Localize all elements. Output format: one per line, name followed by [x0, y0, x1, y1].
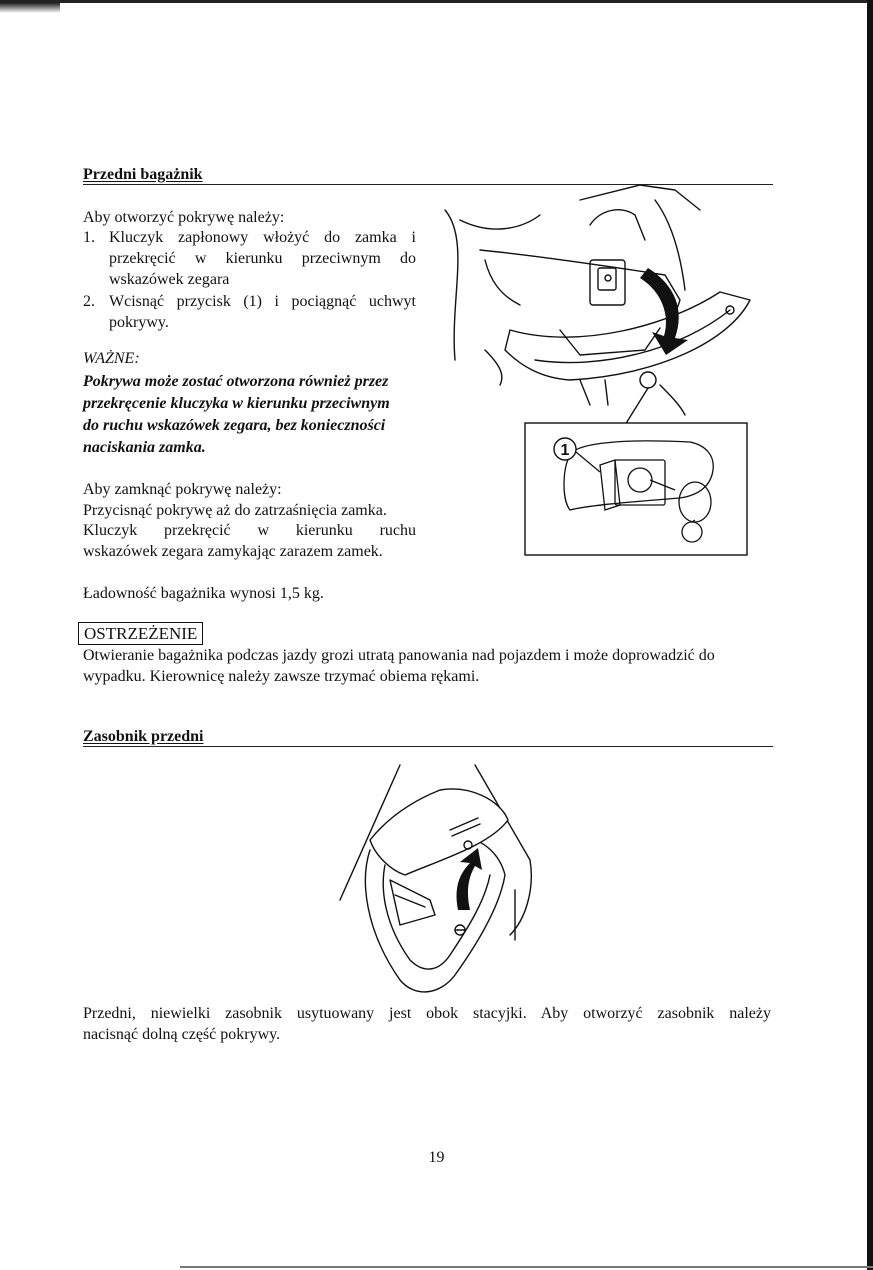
- step-line: pokrywy.: [109, 314, 169, 331]
- close-line: wskazówek zegara zamykając zarazem zamek.: [83, 543, 383, 560]
- important-line: naciskania zamka.: [83, 439, 206, 456]
- warning-line: wypadku. Kierownicę należy zawsze trzymać obiema rękami.: [83, 668, 480, 685]
- step-number: 2.: [83, 293, 95, 310]
- compartment-line: nacisnąć dolną część pokrywy.: [83, 1026, 281, 1043]
- section-heading-front-trunk: Przedni bagażnik: [83, 166, 773, 185]
- close-line: Przycisnąć pokrywę aż do zatrzaśnięcia zamka.: [83, 502, 387, 519]
- scan-edge-top: [0, 0, 873, 3]
- warning-label: OSTRZEŻENIE: [78, 622, 203, 645]
- capacity-note: Ładowność bagażnika wynosi 1,5 kg.: [83, 585, 324, 602]
- front-compartment-illustration: [330, 760, 540, 1005]
- compartment-line: Przedni, niewielki zasobnik usytuowany jest obok stacyjki. Aby otworzyć zasobnik należy: [83, 1005, 771, 1022]
- step-line: wskazówek zegara: [109, 271, 230, 288]
- step-line: Wcisnąć przycisk (1) i pociągnąć uchwyt: [109, 293, 416, 310]
- step-number: 1.: [83, 229, 95, 246]
- callout-number: 1: [560, 442, 570, 459]
- close-intro: Aby zamknąć pokrywę należy:: [83, 481, 282, 498]
- important-line: Pokrywa może zostać otworzona również przez: [83, 373, 389, 390]
- body-outline: [445, 210, 458, 360]
- important-line: do ruchu wskazówek zegara, bez konieczności: [83, 417, 386, 434]
- open-intro: Aby otworzyć pokrywę należy:: [83, 209, 285, 226]
- important-line: przekręcenie kluczyka w kierunku przeciwnym: [83, 395, 390, 412]
- front-trunk-illustration: [430, 180, 760, 560]
- open-direction-arrow: [640, 268, 688, 355]
- page-number: 19: [428, 1149, 445, 1166]
- close-line: Kluczyk przekręcić w kierunku ruchu: [83, 522, 416, 539]
- section-heading-front-compartment: Zasobnik przedni: [83, 728, 773, 747]
- important-label: WAŻNE:: [83, 350, 140, 367]
- step-line: Kluczyk zapłonowy włożyć do zamka i: [109, 229, 416, 246]
- scan-edge-bottom: [180, 1266, 873, 1268]
- warning-line: Otwieranie bagażnika podczas jazdy grozi utratą panowania nad pojazdem i może doprowadzić do: [83, 647, 715, 664]
- push-direction-arrow: [457, 848, 483, 910]
- step-line: przekręcić w kierunku przeciwnym do: [109, 250, 416, 267]
- scan-edge-shadow: [0, 3, 60, 13]
- scan-edge-right: [867, 0, 873, 1270]
